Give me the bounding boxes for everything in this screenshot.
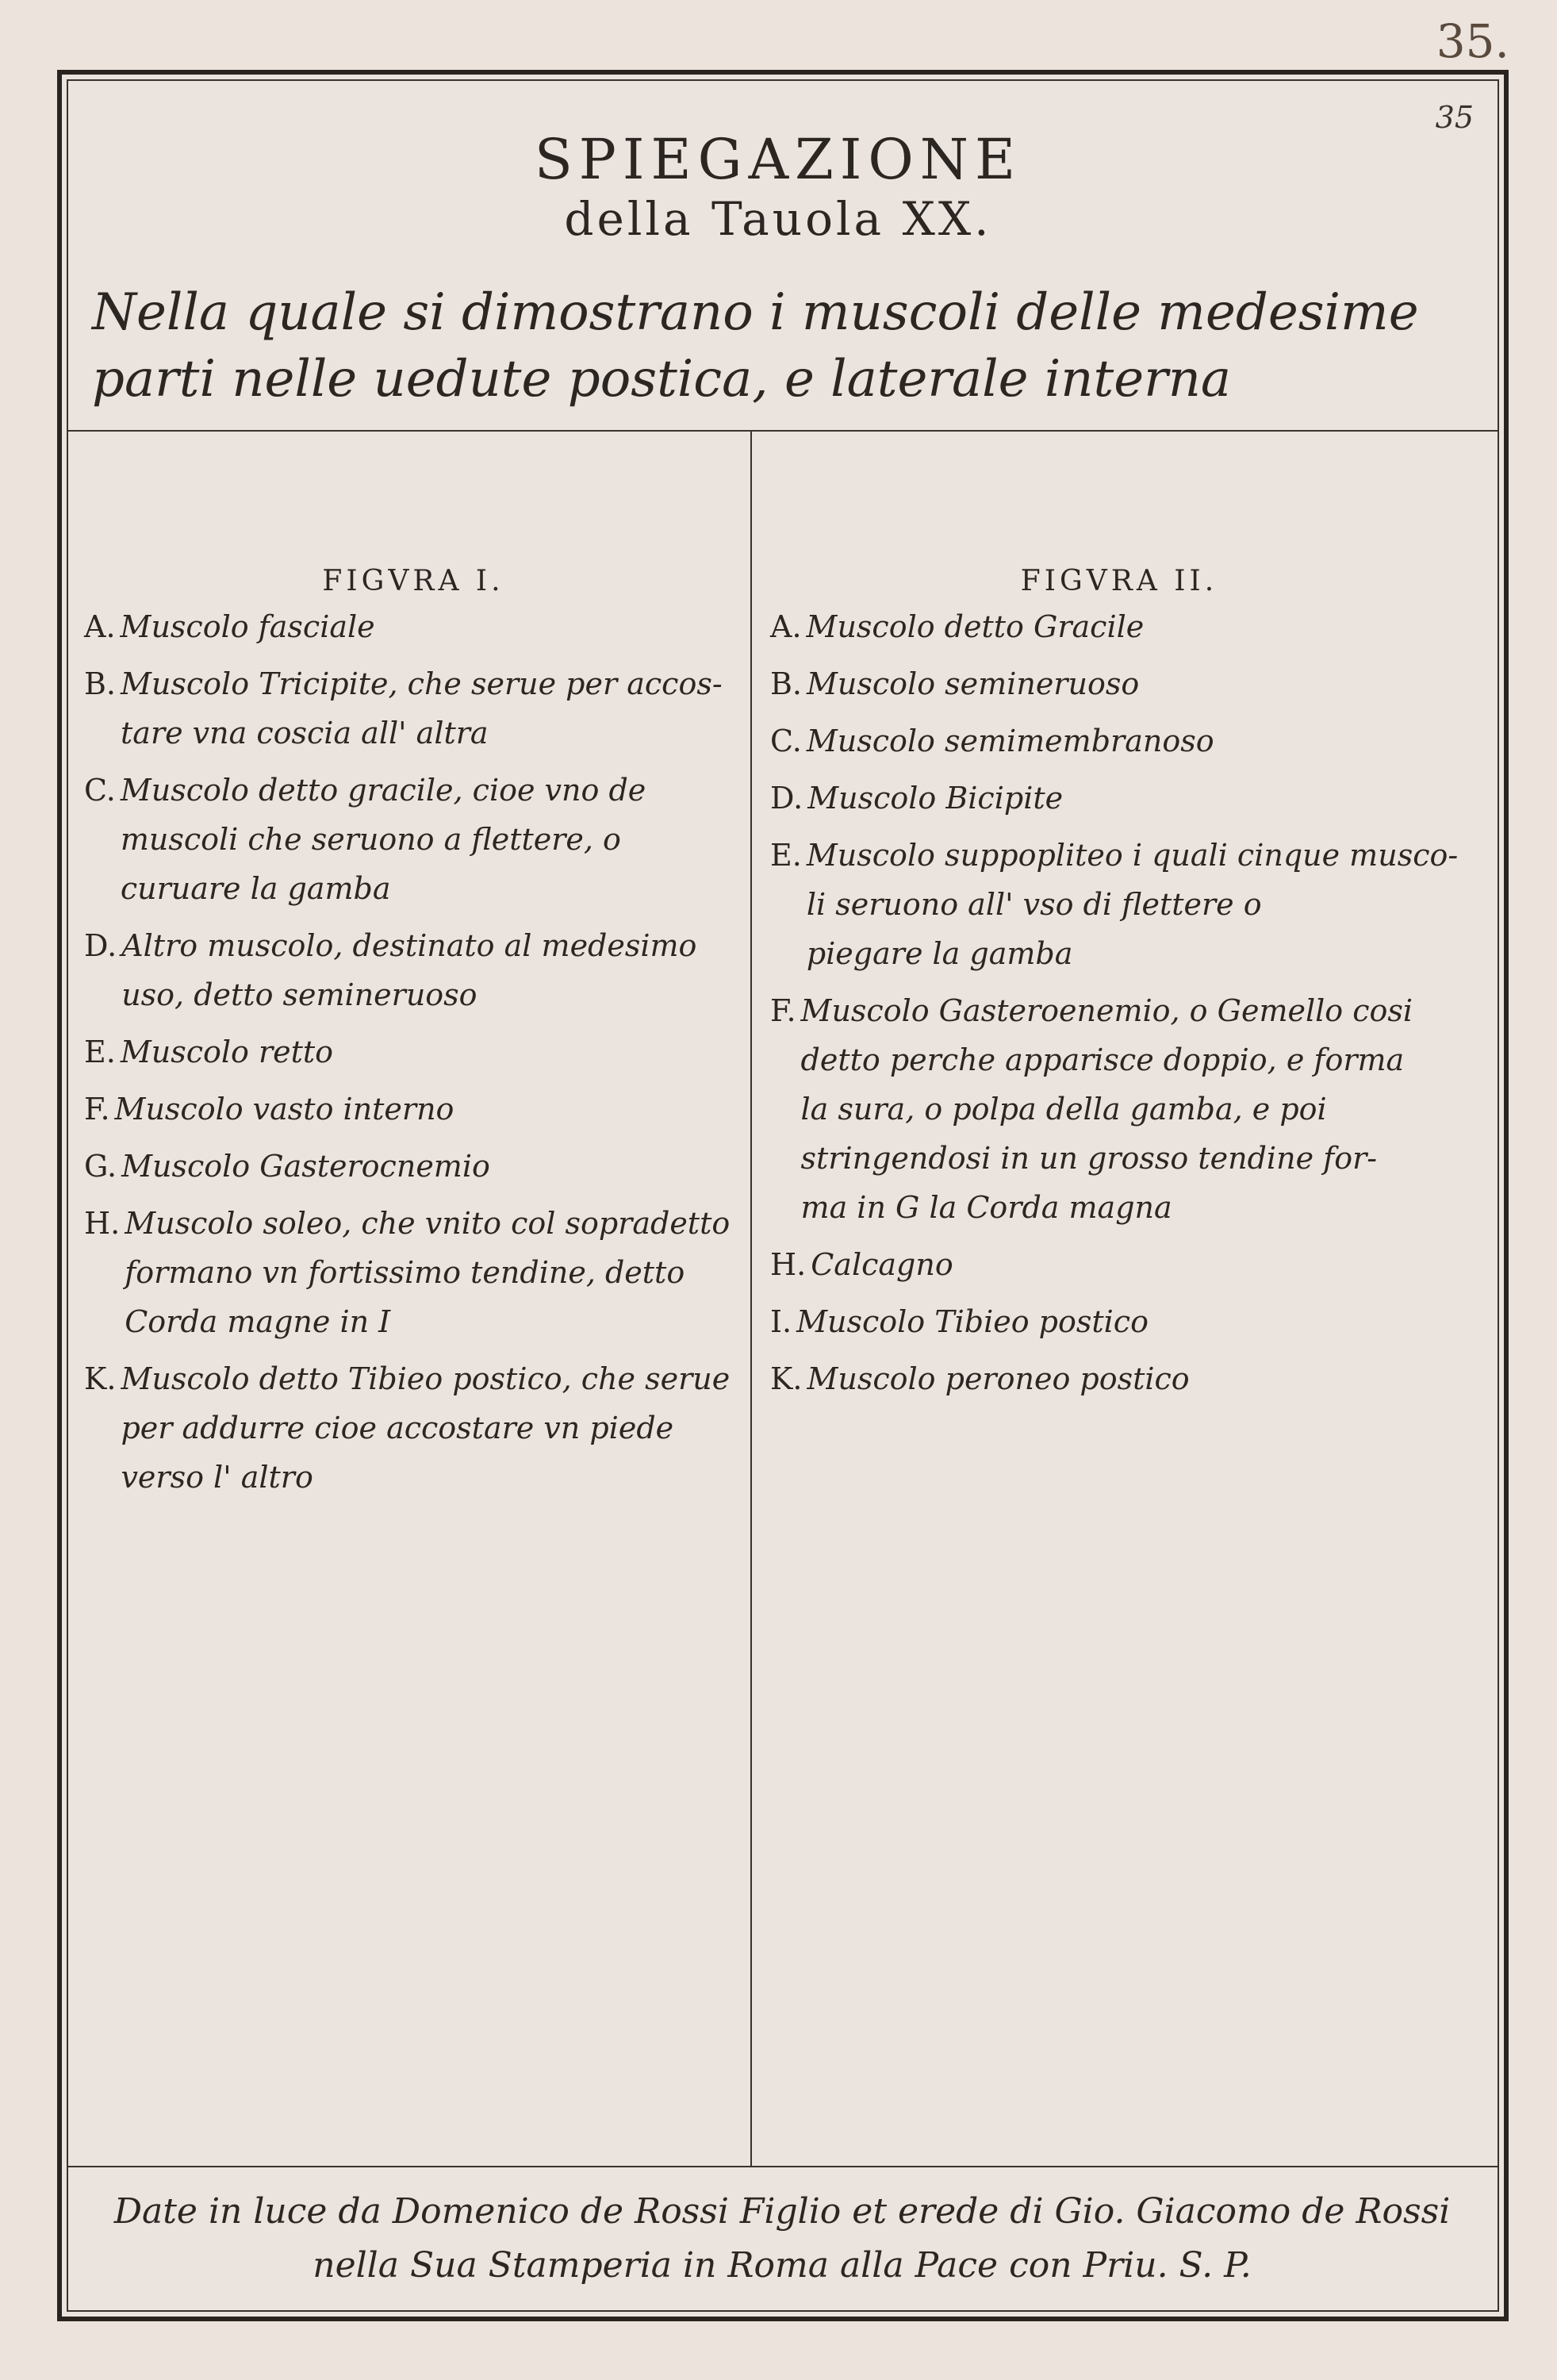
- page-number: 35: [1435, 100, 1474, 135]
- legend-text: Muscolo semineruoso: [807, 666, 1140, 701]
- publisher-imprint: Date in luce da Domenico de Rossi Figlio et erede di Gio. Giacomo de Rossi nella Sua Stamperia in Roma alla Pace con Priu. S. P.: [113, 2191, 1451, 2286]
- legend-entry: [770, 602, 1468, 651]
- legend-entry: [84, 602, 742, 651]
- legend-text: Muscolo detto Tibieo postico, che serue per addurre cioe accostare vn piede verso l' altro: [121, 1361, 731, 1495]
- legend-letter: K.: [84, 1361, 117, 1396]
- legend-text: Muscolo peroneo postico: [807, 1361, 1190, 1396]
- legend-letter: C.: [770, 724, 802, 758]
- figure-two-heading: FIGVRA II.: [1020, 565, 1218, 597]
- legend-entry: [770, 986, 1468, 1232]
- legend-text: Muscolo Tibieo postico: [796, 1304, 1149, 1339]
- legend-text: Muscolo suppopliteo i quali cinque musco- li seruono all' vso di flettere o piegare la gamba: [806, 838, 1459, 971]
- legend-letter: D.: [770, 781, 803, 816]
- plate-frame: [57, 70, 1509, 2321]
- legend-letter: G.: [84, 1149, 117, 1184]
- plate-inner-border: [67, 79, 1499, 2312]
- figure-one-heading: FIGVRA I.: [322, 565, 504, 597]
- legend-text: Muscolo Gasterocnemio: [121, 1149, 490, 1184]
- legend-entry: [770, 1297, 1468, 1346]
- plate-description: Nella quale si dimostrano i muscoli delle medesime parti nelle uedute postica, e laterale interna: [92, 283, 1419, 409]
- legend-entry: [84, 921, 742, 1019]
- legend-entry: [84, 1027, 742, 1077]
- corner-number: 35.: [1436, 14, 1509, 68]
- legend-letter: H.: [770, 1247, 807, 1282]
- legend-letter: D.: [84, 928, 117, 963]
- legend-entry: [770, 716, 1468, 766]
- legend-text: Muscolo semimembranoso: [806, 724, 1214, 758]
- legend-letter: B.: [84, 666, 117, 701]
- legend-letter: F.: [84, 1092, 110, 1127]
- legend-letter: C.: [84, 773, 116, 808]
- legend-letter: K.: [770, 1361, 803, 1396]
- legend-letter: A.: [84, 609, 116, 644]
- legend-text: Muscolo Bicipite: [807, 781, 1064, 816]
- footer: [68, 2166, 1498, 2310]
- page-title: SPIEGAZIONE: [534, 127, 1022, 192]
- legend-text: Muscolo detto gracile, cioe vno de muscoli che seruono a flettere, o curuare la gamba: [120, 773, 646, 906]
- legend-entry: [84, 1142, 742, 1191]
- legend-entry: [84, 1354, 742, 1502]
- legend-entry: [84, 1199, 742, 1346]
- legend-letter: I.: [770, 1304, 792, 1339]
- legend-letter: B.: [770, 666, 803, 701]
- figure-one-entries: [84, 602, 742, 1502]
- legend-text: Muscolo Tricipite, che serue per accos- tare vna coscia all' altra: [121, 666, 723, 750]
- legend-letter: E.: [84, 1035, 116, 1069]
- legend-letter: A.: [770, 609, 802, 644]
- legend-text: Muscolo fasciale: [120, 609, 375, 644]
- column-divider: [750, 430, 752, 2167]
- legend-entry: [84, 766, 742, 913]
- legend-text: Calcagno: [811, 1247, 953, 1282]
- legend-entry: [770, 659, 1468, 708]
- legend-text: Muscolo soleo, che vnito col sopradetto formano vn fortissimo tendine, detto Corda magne in I: [125, 1206, 731, 1339]
- figure-two-column: [770, 565, 1468, 1411]
- legend-entry: [770, 831, 1468, 978]
- header: [68, 81, 1498, 432]
- legend-letter: E.: [770, 838, 802, 873]
- legend-letter: F.: [770, 993, 796, 1028]
- legend-text: Muscolo vasto interno: [114, 1092, 454, 1127]
- legend-entry: [770, 774, 1468, 823]
- legend-entry: [770, 1354, 1468, 1403]
- figure-two-entries: [770, 602, 1468, 1403]
- legend-text: Muscolo Gasteroenemio, o Gemello cosi detto perche apparisce doppio, e forma la sura, o polpa della gamba, e poi stringendosi in un grosso tendine for- ma in G la Corda magna: [800, 993, 1413, 1225]
- legend-text: Altro muscolo, destinato al medesimo uso, detto semineruoso: [121, 928, 697, 1012]
- legend-text: Muscolo retto: [120, 1035, 334, 1069]
- legend-entry: [84, 1084, 742, 1134]
- page-subtitle: della Tauola XX.: [564, 192, 992, 246]
- legend-letter: H.: [84, 1206, 121, 1241]
- legend-text: Muscolo detto Gracile: [806, 609, 1145, 644]
- figure-one-column: [84, 565, 742, 1510]
- legend-entry: [84, 659, 742, 758]
- legend-entry: [770, 1240, 1468, 1289]
